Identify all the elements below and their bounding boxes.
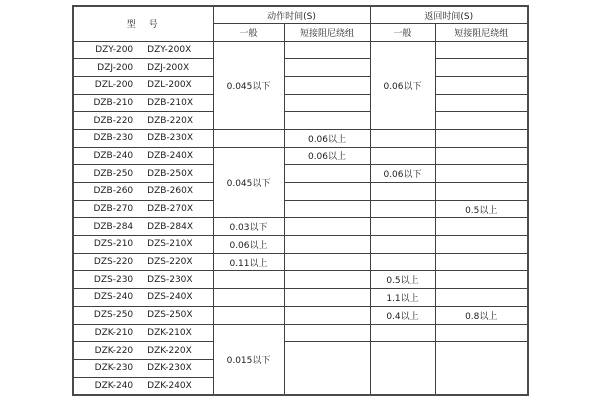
return-general-cell: 0.5以上 bbox=[370, 271, 435, 289]
action-damped-cell bbox=[284, 59, 370, 77]
model-code: DZB-284 bbox=[93, 221, 134, 232]
action-damped-cell bbox=[284, 165, 370, 183]
action-general-cell: 0.045以下 bbox=[213, 41, 284, 129]
action-damped-cell bbox=[284, 253, 370, 271]
spec-table bbox=[72, 5, 529, 396]
return-general-cell bbox=[370, 253, 435, 271]
action-damped-cell bbox=[284, 289, 370, 307]
return-general-cell bbox=[370, 129, 435, 147]
table-row bbox=[73, 41, 528, 59]
model-pair bbox=[74, 328, 213, 338]
model-code: DZK-230 bbox=[94, 363, 134, 374]
model-code-x: DZS-210X bbox=[147, 239, 193, 250]
model-pair bbox=[74, 169, 213, 179]
action-damped-cell bbox=[284, 324, 370, 342]
return-damped-cell bbox=[435, 165, 528, 183]
header-return-damped-winding: 短接阻尼绕组 bbox=[435, 24, 528, 42]
model-code: DZB-270 bbox=[93, 204, 134, 215]
model-code: DZB-210 bbox=[93, 97, 134, 108]
model-code-x: DZB-240X bbox=[147, 150, 194, 161]
model-pair bbox=[74, 133, 213, 143]
return-damped-cell: 0.5以上 bbox=[435, 200, 528, 218]
model-code-x: DZS-240X bbox=[147, 292, 193, 303]
action-general-cell: 0.045以下 bbox=[213, 147, 284, 218]
table-row bbox=[73, 112, 528, 130]
return-damped-cell bbox=[435, 59, 528, 77]
return-general-cell bbox=[370, 236, 435, 254]
table-row bbox=[73, 236, 528, 254]
action-damped-cell bbox=[284, 94, 370, 112]
header-action-time-group: 动作时间(S) bbox=[213, 6, 370, 24]
model-cell bbox=[73, 342, 213, 360]
table-row bbox=[73, 200, 528, 218]
model-cell bbox=[73, 165, 213, 183]
model-code: DZK-210 bbox=[94, 327, 134, 338]
model-pair bbox=[74, 151, 213, 161]
table-row bbox=[73, 218, 528, 236]
table-row bbox=[73, 289, 528, 307]
model-pair bbox=[74, 381, 213, 391]
model-code: DZB-230 bbox=[93, 133, 134, 144]
return-damped-cell bbox=[435, 253, 528, 271]
return-damped-cell bbox=[435, 289, 528, 307]
model-code: DZS-220 bbox=[93, 257, 134, 268]
model-pair bbox=[74, 98, 213, 108]
action-general-cell bbox=[213, 306, 284, 324]
table-row bbox=[73, 94, 528, 112]
model-code-x: DZB-210X bbox=[147, 97, 194, 108]
model-code: DZY-200 bbox=[95, 44, 134, 55]
model-pair bbox=[74, 346, 213, 356]
return-general-cell bbox=[370, 147, 435, 165]
return-damped-cell bbox=[435, 129, 528, 147]
return-damped-cell bbox=[435, 41, 528, 59]
return-general-cell: 0.06以下 bbox=[370, 165, 435, 183]
model-code-x: DZK-240X bbox=[147, 380, 192, 391]
model-cell bbox=[73, 94, 213, 112]
table-row bbox=[73, 165, 528, 183]
table-row bbox=[73, 147, 528, 165]
return-general-cell bbox=[370, 342, 435, 395]
model-code: DZK-240 bbox=[94, 380, 134, 391]
action-general-cell bbox=[213, 271, 284, 289]
header-return-general: 一般 bbox=[370, 24, 435, 42]
return-general-cell: 0.06以下 bbox=[370, 41, 435, 129]
table-row bbox=[73, 324, 528, 342]
model-pair bbox=[74, 257, 213, 267]
model-code-x: DZL-200X bbox=[147, 80, 192, 91]
model-code-x: DZB-270X bbox=[147, 204, 194, 215]
return-damped-cell bbox=[435, 342, 528, 395]
return-damped-cell bbox=[435, 147, 528, 165]
return-damped-cell bbox=[435, 271, 528, 289]
action-damped-cell: 0.06以上 bbox=[284, 129, 370, 147]
table-row bbox=[73, 342, 528, 360]
action-damped-cell bbox=[284, 236, 370, 254]
return-general-cell: 1.1以上 bbox=[370, 289, 435, 307]
model-code: DZS-230 bbox=[93, 274, 134, 285]
model-pair bbox=[74, 292, 213, 302]
model-pair bbox=[74, 239, 213, 249]
action-damped-cell bbox=[284, 112, 370, 130]
return-damped-cell bbox=[435, 183, 528, 201]
model-pair bbox=[74, 116, 213, 126]
table-row bbox=[73, 271, 528, 289]
return-damped-cell bbox=[435, 94, 528, 112]
model-code-x: DZB-220X bbox=[147, 115, 194, 126]
model-code: DZB-220 bbox=[93, 115, 134, 126]
model-cell bbox=[73, 359, 213, 377]
table-row bbox=[73, 59, 528, 77]
action-damped-cell bbox=[284, 41, 370, 59]
model-cell bbox=[73, 306, 213, 324]
model-cell bbox=[73, 59, 213, 77]
return-damped-cell bbox=[435, 324, 528, 342]
table-row bbox=[73, 306, 528, 324]
model-cell bbox=[73, 129, 213, 147]
return-general-cell bbox=[370, 183, 435, 201]
model-code-x: DZS-230X bbox=[147, 274, 193, 285]
model-code: DZS-210 bbox=[93, 239, 134, 250]
header-action-damped-winding: 短接阻尼绕组 bbox=[284, 24, 370, 42]
return-general-cell bbox=[370, 218, 435, 236]
model-pair bbox=[74, 275, 213, 285]
model-code-x: DZB-250X bbox=[147, 168, 194, 179]
model-code: DZB-260 bbox=[93, 186, 134, 197]
header-row-groups bbox=[73, 6, 528, 24]
model-cell bbox=[73, 147, 213, 165]
return-damped-cell bbox=[435, 218, 528, 236]
model-code-x: DZB-230X bbox=[147, 133, 194, 144]
action-damped-cell bbox=[284, 218, 370, 236]
model-cell bbox=[73, 289, 213, 307]
table-row bbox=[73, 129, 528, 147]
model-pair bbox=[74, 63, 213, 73]
return-general-cell bbox=[370, 200, 435, 218]
model-code-x: DZS-250X bbox=[147, 310, 193, 321]
model-cell bbox=[73, 112, 213, 130]
model-code-x: DZB-260X bbox=[147, 186, 194, 197]
model-code-x: DZK-210X bbox=[147, 327, 192, 338]
table-row bbox=[73, 183, 528, 201]
action-damped-cell: 0.06以上 bbox=[284, 147, 370, 165]
table-body bbox=[73, 41, 528, 395]
action-general-cell: 0.03以下 bbox=[213, 218, 284, 236]
model-pair bbox=[74, 204, 213, 214]
table-row bbox=[73, 76, 528, 94]
model-cell bbox=[73, 253, 213, 271]
action-damped-cell bbox=[284, 200, 370, 218]
action-damped-cell bbox=[284, 76, 370, 94]
model-code-x: DZJ-200X bbox=[147, 62, 190, 73]
model-code-x: DZK-220X bbox=[147, 345, 192, 356]
model-cell bbox=[73, 41, 213, 59]
model-code: DZK-220 bbox=[94, 345, 134, 356]
return-damped-cell bbox=[435, 236, 528, 254]
model-code-x: DZY-200X bbox=[147, 44, 192, 55]
action-general-cell bbox=[213, 129, 284, 147]
model-cell bbox=[73, 218, 213, 236]
return-general-cell: 0.4以上 bbox=[370, 306, 435, 324]
return-general-cell bbox=[370, 324, 435, 342]
model-code: DZS-250 bbox=[93, 310, 134, 321]
model-cell bbox=[73, 183, 213, 201]
header-return-time-group: 返回时间(S) bbox=[370, 6, 528, 24]
model-pair bbox=[74, 310, 213, 320]
table-header bbox=[73, 6, 528, 41]
return-damped-cell bbox=[435, 76, 528, 94]
model-pair bbox=[74, 80, 213, 90]
return-damped-cell bbox=[435, 112, 528, 130]
model-cell bbox=[73, 324, 213, 342]
model-cell bbox=[73, 271, 213, 289]
header-model: 型 号 bbox=[73, 6, 213, 41]
model-cell bbox=[73, 200, 213, 218]
action-general-cell bbox=[213, 289, 284, 307]
action-damped-cell bbox=[284, 183, 370, 201]
action-damped-cell bbox=[284, 271, 370, 289]
model-code: DZB-240 bbox=[93, 150, 134, 161]
table-row bbox=[73, 253, 528, 271]
model-code: DZB-250 bbox=[93, 168, 134, 179]
model-cell bbox=[73, 377, 213, 395]
action-general-cell: 0.06以上 bbox=[213, 236, 284, 254]
model-pair bbox=[74, 222, 213, 232]
return-damped-cell: 0.8以上 bbox=[435, 306, 528, 324]
action-damped-cell bbox=[284, 342, 370, 395]
model-code-x: DZS-220X bbox=[147, 257, 193, 268]
model-cell bbox=[73, 236, 213, 254]
model-code: DZL-200 bbox=[94, 80, 134, 91]
model-cell bbox=[73, 76, 213, 94]
action-general-cell: 0.015以下 bbox=[213, 324, 284, 395]
model-pair bbox=[74, 186, 213, 196]
header-action-general: 一般 bbox=[213, 24, 284, 42]
model-code: DZJ-200 bbox=[97, 62, 134, 73]
action-damped-cell bbox=[284, 306, 370, 324]
model-code-x: DZK-230X bbox=[147, 363, 192, 374]
model-pair bbox=[74, 363, 213, 373]
model-code: DZS-240 bbox=[93, 292, 134, 303]
action-general-cell: 0.11以上 bbox=[213, 253, 284, 271]
model-pair bbox=[74, 45, 213, 55]
model-code-x: DZB-284X bbox=[147, 221, 194, 232]
